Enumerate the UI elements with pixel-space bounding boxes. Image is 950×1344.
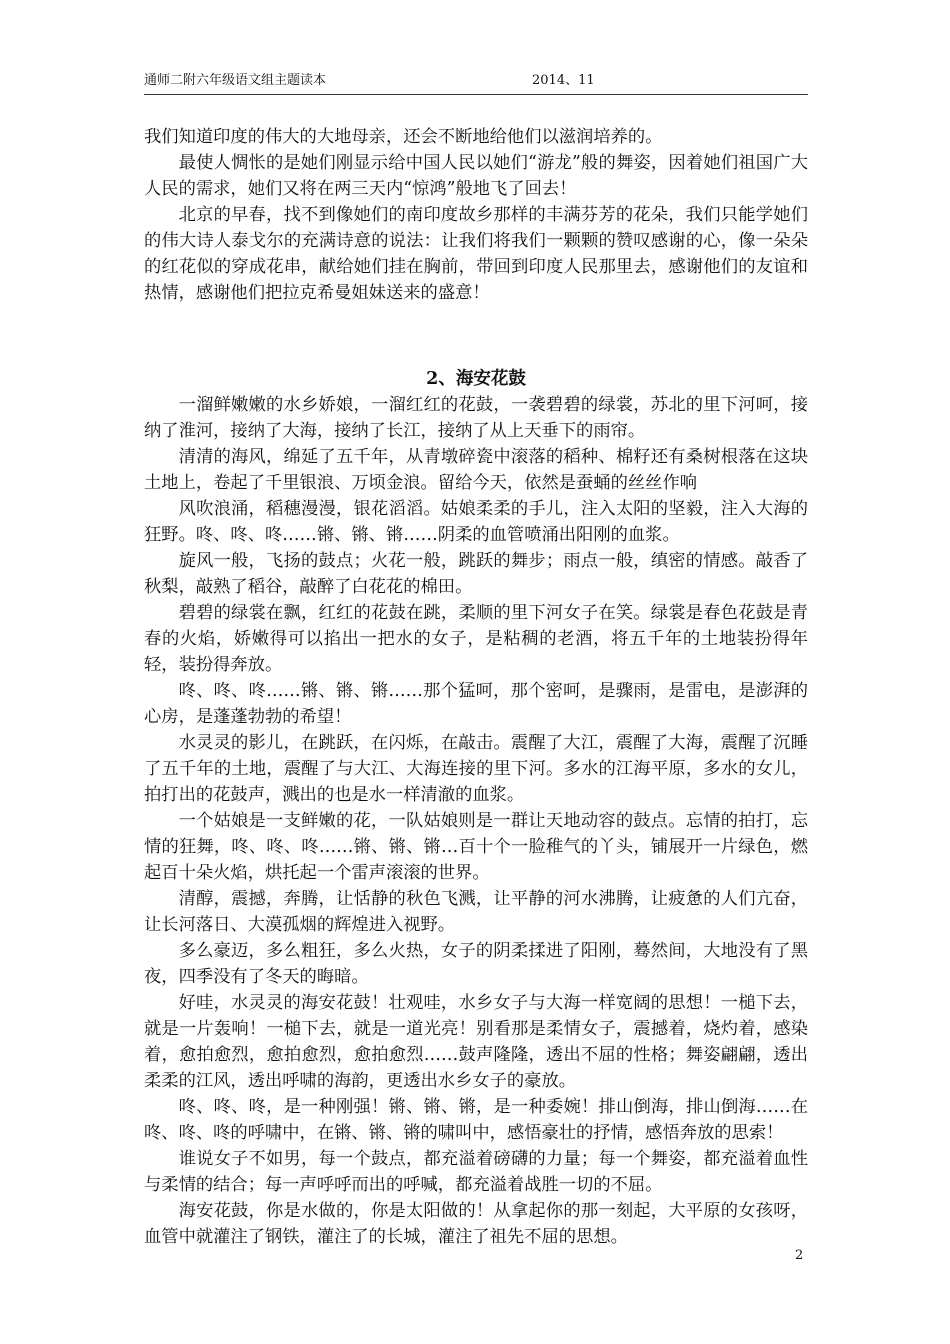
intro-paragraph-2: 最使人惆怅的是她们刚显示给中国人民以她们“游龙”般的舞姿，因着她们祖国广大人民的需求，她们又将在两三天内“惊鸿”般地飞了回去！ [144, 153, 808, 199]
article-title: 2、海安花鼓 [426, 369, 526, 389]
page-header [144, 70, 808, 95]
article-paragraph: 水灵灵的影儿，在跳跃，在闪烁，在敲击。震醒了大江，震醒了大海，震醒了沉睡了五千年的土地，震醒了与大江、大海连接的里下河。多水的江海平原，多水的女儿，拍打出的花鼓声，溅出的也是水一样清澈的血浆。 [144, 733, 808, 805]
article-paragraph: 好哇，水灵灵的海安花鼓！壮观哇，水乡女子与大海一样宽阔的思想！一槌下去，就是一片轰响！一槌下去，就是一道光亮！别看那是柔情女子，震撼着，烧灼着，感染着，愈拍愈烈，愈拍愈烈，愈拍愈烈……鼓声隆隆，透出不屈的性格；舞姿翩翩，透出柔柔的江风，透出呼啸的海韵，更透出水乡女子的豪放。 [144, 993, 808, 1091]
article-paragraph: 咚、咚、咚，是一种刚强！锵、锵、锵，是一种委婉！排山倒海，排山倒海……在咚、咚、咚的呼啸中，在锵、锵、锵的啸叫中，感悟豪壮的抒情，感悟奔放的思索！ [144, 1097, 808, 1143]
intro-paragraph-3: 北京的早春，找不到像她们的南印度故乡那样的丰满芬芳的花朵，我们只能学她们的伟大诗人泰戈尔的充满诗意的说法：让我们将我们一颗颗的赞叹感谢的心，像一朵朵的红花似的穿成花串，献给她们挂在胸前，带回到印度人民那里去，感谢他们的友谊和热情，感谢他们把拉克希曼姐妹送来的盛意！ [144, 205, 808, 303]
header-date: 2014、11 [532, 73, 595, 88]
article-paragraph: 风吹浪涌，稻穗漫漫，银花滔滔。姑娘柔柔的手儿，注入太阳的坚毅，注入大海的狂野。咚、咚、咚……锵、锵、锵……阴柔的血管喷涌出阳刚的血浆。 [144, 499, 808, 545]
article-paragraph: 碧碧的绿裳在飘，红红的花鼓在跳，柔顺的里下河女子在笑。绿裳是春色花鼓是青春的火焰，娇嫩得可以掐出一把水的女子，是粘稠的老酒，将五千年的土地装扮得年轻，装扮得奔放。 [144, 603, 808, 675]
article-paragraph: 旋风一般，飞扬的鼓点；火花一般，跳跃的舞步；雨点一般，缜密的情感。敲香了秋梨，敲熟了稻谷，敲醉了白花花的棉田。 [144, 551, 808, 597]
page-number: 2 [795, 1248, 804, 1263]
header-title: 通师二附六年级语文组主题读本 [144, 73, 327, 88]
article-paragraph: 清清的海风，绵延了五千年，从青墩碎瓷中滚落的稻种、棉籽还有桑树根落在这块土地上，卷起了千里银浪、万顷金浪。留给今天，依然是蚕蛹的丝丝作响 [144, 447, 808, 493]
article-paragraph: 多么豪迈，多么粗狂，多么火热，女子的阴柔揉进了阳刚，蓦然间，大地没有了黑夜，四季没有了冬天的晦暗。 [144, 941, 808, 987]
article-paragraph: 一个姑娘是一支鲜嫩的花，一队姑娘则是一群让天地动容的鼓点。忘情的拍打，忘情的狂舞，咚、咚、咚……锵、锵、锵…百十个一脸稚气的丫头，铺展开一片绿色，燃起百十朵火焰，烘托起一个雷声滚滚的世界。 [144, 811, 808, 883]
article-paragraph: 一溜鲜嫩嫩的水乡娇娘，一溜红红的花鼓，一袭碧碧的绿裳，苏北的里下河呵，接纳了淮河，接纳了大海，接纳了长江，接纳了从上天垂下的雨帘。 [144, 395, 808, 441]
article-paragraph: 咚、咚、咚……锵、锵、锵……那个猛呵，那个密呵，是骤雨，是雷电，是澎湃的心房，是蓬蓬勃勃的希望！ [144, 681, 808, 727]
document-body [144, 124, 808, 1250]
article-paragraph: 谁说女子不如男，每一个鼓点，都充溢着磅礴的力量；每一个舞姿，都充溢着血性与柔情的结合；每一声呼呼而出的呼喊，都充溢着战胜一切的不屈。 [144, 1149, 808, 1195]
intro-paragraph-1: 我们知道印度的伟大的大地母亲，还会不断地给他们以滋润培养的。 [144, 127, 663, 147]
article-paragraph: 清醇，震撼，奔腾，让恬静的秋色飞溅，让平静的河水沸腾，让疲惫的人们亢奋，让长河落日、大漠孤烟的辉煌进入视野。 [144, 889, 808, 935]
article-paragraph: 海安花鼓，你是水做的，你是太阳做的！从拿起你的那一刻起，大平原的女孩呀，血管中就灌注了钢铁，灌注了的长城，灌注了祖先不屈的思想。 [144, 1201, 808, 1247]
